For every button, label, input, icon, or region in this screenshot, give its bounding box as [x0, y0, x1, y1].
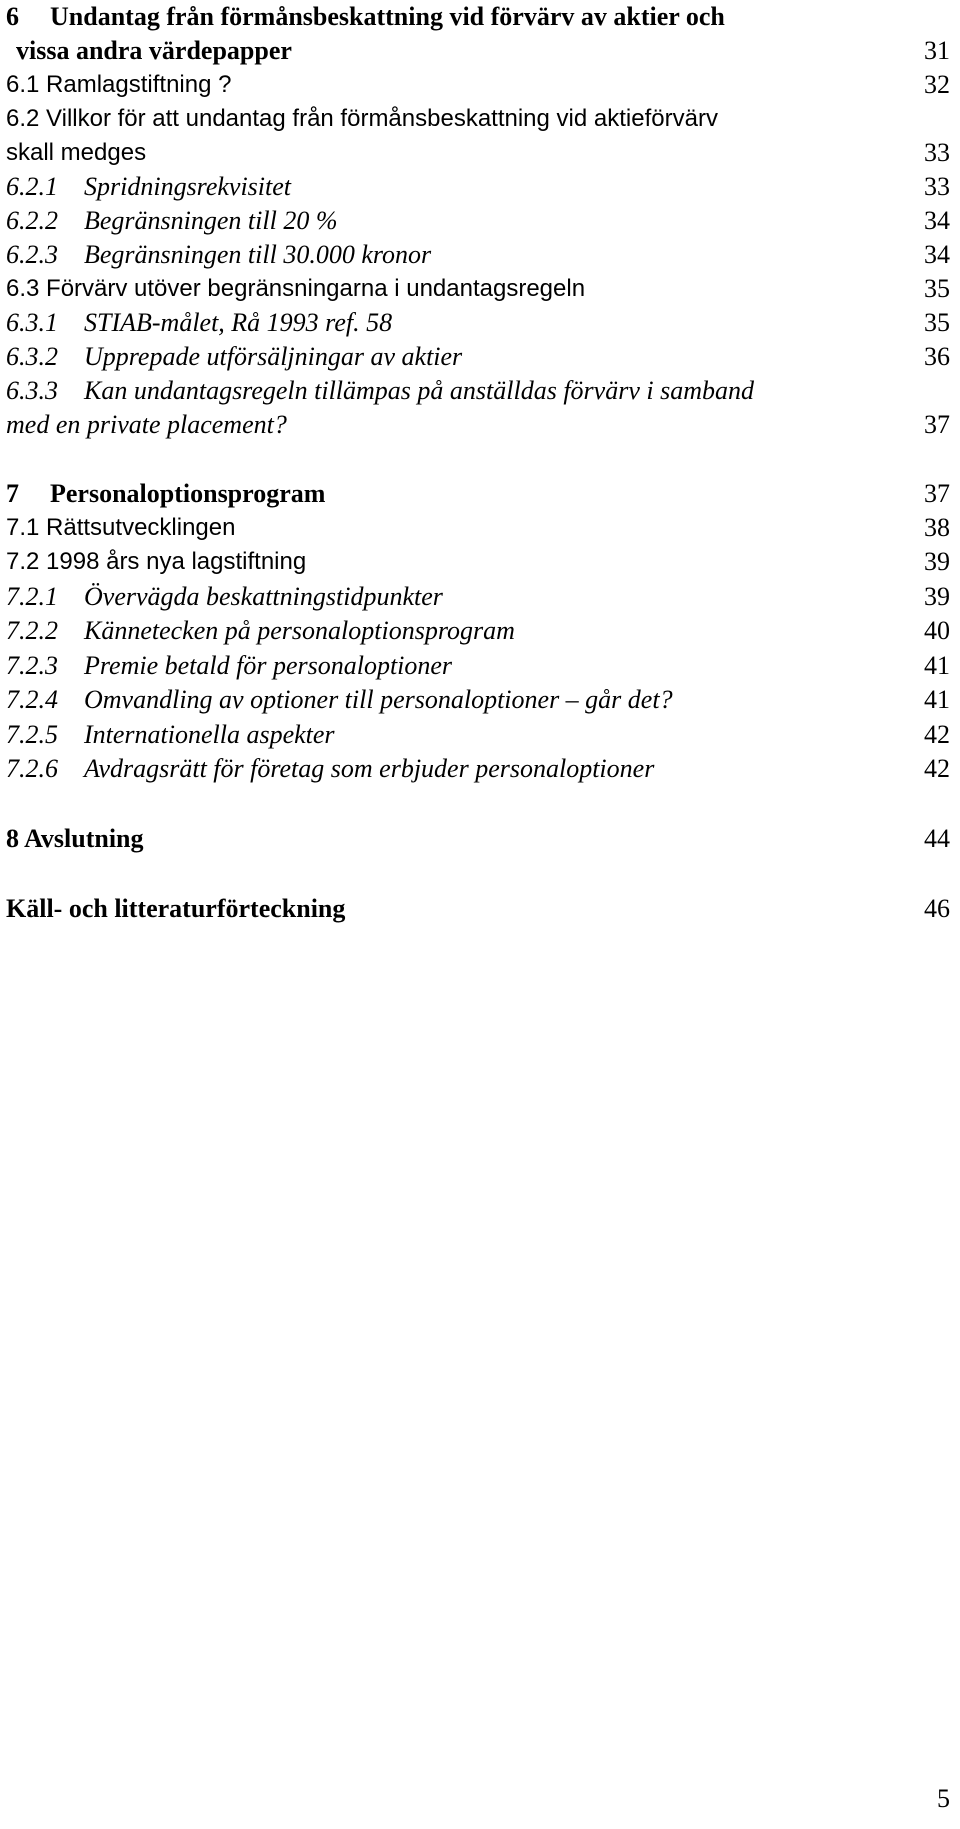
toc-entry-page: 42: [924, 720, 950, 749]
toc-entry-7-2-3[interactable]: [6, 649, 950, 683]
toc-entry-number: 6: [6, 2, 19, 31]
toc-entry-title: STIAB-målet, Rå 1993 ref. 58: [84, 308, 393, 337]
toc-entry-title: Premie betald för personaloptioner: [84, 651, 453, 680]
toc-entry-7-2-2[interactable]: [6, 614, 950, 648]
toc-entry-page: 35: [924, 274, 950, 303]
toc-entry-7-2-6[interactable]: [6, 752, 950, 786]
toc-entry-7-1[interactable]: [6, 511, 950, 545]
toc-entry-title: Kan undantagsregeln tillämpas på anställdas förvärv i samband: [84, 376, 754, 405]
toc-entry-6-2-1[interactable]: [6, 170, 950, 204]
toc-entry-6-3-2[interactable]: [6, 340, 950, 374]
toc-entry-page: 37: [924, 479, 950, 508]
toc-entry-6-2[interactable]: [6, 102, 950, 136]
toc-entry-title: 6.2 Villkor för att undantag från förmånsbeskattning vid aktieförvärv: [6, 105, 718, 132]
toc-entry-6-3[interactable]: [6, 272, 950, 306]
toc-entry-6-3-3[interactable]: [6, 374, 950, 408]
toc-entry-page: 33: [924, 138, 950, 167]
toc-entry-number: 6.2.3: [6, 240, 58, 269]
toc-entry-page: 40: [924, 616, 950, 645]
toc-entry-title: Upprepade utförsäljningar av aktier: [84, 342, 463, 371]
toc-entry-6-3-3-continued[interactable]: [6, 408, 950, 442]
toc-entry-number: 7.2.1: [6, 582, 58, 611]
toc-entry-title: Personaloptionsprogram: [50, 479, 326, 508]
toc-entry-6-1[interactable]: [6, 68, 950, 102]
toc-entry-page: 31: [924, 36, 950, 65]
toc-entry-title: Spridningsrekvisitet: [84, 172, 292, 201]
toc-entry-title: Kännetecken på personaloptionsprogram: [84, 616, 515, 645]
toc-entry-page: 44: [924, 824, 950, 853]
toc-entry-page: 41: [924, 651, 950, 680]
toc-entry-title: Begränsningen till 20 %: [84, 206, 338, 235]
toc-entry-title: Undantag från förmånsbeskattning vid förvärv av aktier och: [50, 2, 725, 31]
toc-entry-title: Begränsningen till 30.000 kronor: [84, 240, 432, 269]
toc-entry-title: Avdragsrätt för företag som erbjuder personaloptioner: [84, 754, 655, 783]
toc-entry-number: 6.3.3: [6, 376, 58, 405]
toc-entry-page: 42: [924, 754, 950, 783]
toc-entry-page: 46: [924, 894, 950, 923]
toc-entry-page: 34: [924, 206, 950, 235]
toc-entry-number: 6.3.2: [6, 342, 58, 371]
toc-entry-number: 7.2.5: [6, 720, 58, 749]
toc-entry-title-continued: skall medges: [6, 139, 147, 166]
toc-entry-7-2[interactable]: [6, 545, 950, 579]
toc-entry-6-2-3[interactable]: [6, 238, 950, 272]
toc-entry-title: 7.2 1998 års nya lagstiftning: [6, 548, 307, 575]
toc-entry-7[interactable]: [6, 477, 950, 511]
toc-entry-number: 7: [6, 479, 19, 508]
toc-entry-6-2-2[interactable]: [6, 204, 950, 238]
toc-entry-references[interactable]: [6, 892, 950, 926]
toc-entry-number: 6.2.1: [6, 172, 58, 201]
toc-entry-title: 7.1 Rättsutvecklingen: [6, 514, 236, 541]
toc-entry-8[interactable]: [6, 822, 950, 856]
toc-entry-title-continued: vissa andra värdepapper: [16, 36, 292, 65]
toc-entry-page: 39: [924, 547, 950, 576]
toc-entry-page: 37: [924, 410, 950, 439]
toc-entry-6-2-continued[interactable]: [6, 136, 950, 170]
toc-entry-title: 8 Avslutning: [6, 824, 144, 853]
toc-entry-page: 38: [924, 513, 950, 542]
toc-entry-title-continued: med en private placement?: [6, 410, 287, 439]
toc-entry-number: 7.2.2: [6, 616, 58, 645]
toc-entry-number: 7.2.4: [6, 685, 58, 714]
toc-entry-page: 32: [924, 70, 950, 99]
toc-entry-number: 6.3.1: [6, 308, 58, 337]
toc-entry-6-continued[interactable]: [16, 34, 950, 68]
toc-entry-page: 33: [924, 172, 950, 201]
toc-entry-page: 41: [924, 685, 950, 714]
toc-entry-6-3-1[interactable]: [6, 306, 950, 340]
toc-entry-title: Käll- och litteraturförteckning: [6, 894, 346, 923]
toc-entry-7-2-5[interactable]: [6, 718, 950, 752]
toc-entry-title: 6.3 Förvärv utöver begränsningarna i undantagsregeln: [6, 275, 586, 302]
toc-entry-number: 7.2.3: [6, 651, 58, 680]
toc-entry-page: 36: [924, 342, 950, 371]
toc-entry-7-2-1[interactable]: [6, 580, 950, 614]
toc-entry-number: 6.2.2: [6, 206, 58, 235]
toc-entry-title: Internationella aspekter: [84, 720, 335, 749]
toc-entry-number: 7.2.6: [6, 754, 58, 783]
toc-entry-6[interactable]: [6, 0, 950, 34]
toc-entry-page: 34: [924, 240, 950, 269]
toc-entry-page: 35: [924, 308, 950, 337]
toc-entry-7-2-4[interactable]: [6, 683, 950, 717]
page-number: 5: [937, 1784, 950, 1813]
toc-entry-page: 39: [924, 582, 950, 611]
toc-entry-title: Övervägda beskattningstidpunkter: [84, 582, 443, 611]
toc-entry-title: 6.1 Ramlagstiftning ?: [6, 71, 232, 98]
toc-entry-title: Omvandling av optioner till personaloptioner – går det?: [84, 685, 673, 714]
